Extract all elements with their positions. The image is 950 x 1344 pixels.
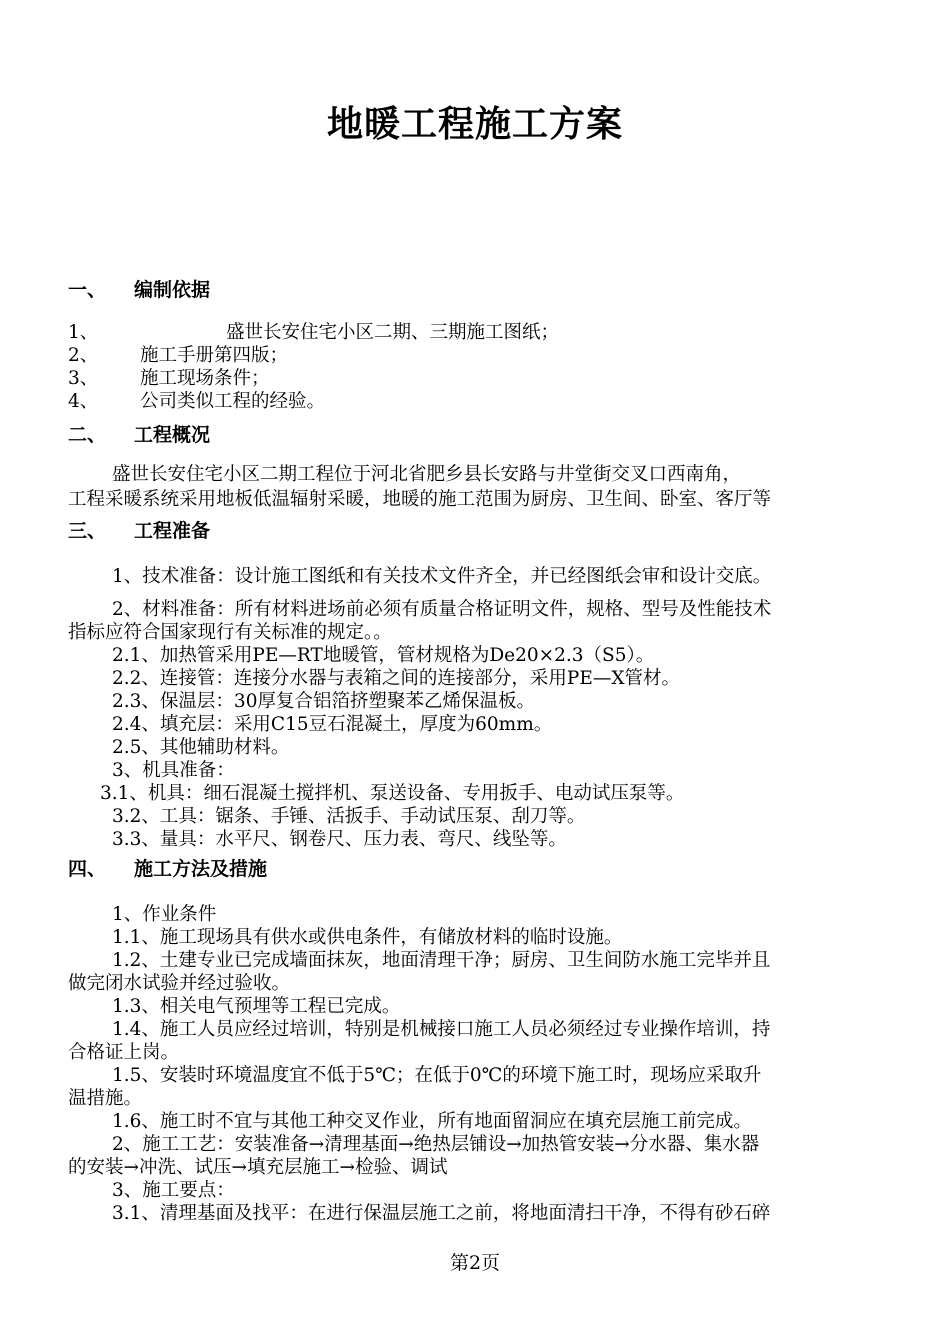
overview-line: 工程采暖系统采用地板低温辐射采暖，地暖的施工范围为厨房、卫生间、卧室、客厅等 — [68, 489, 772, 510]
page-number: 第2页 — [449, 1252, 501, 1274]
method-line: 1.2、土建专业已完成墙面抹灰，地面清理干净；厨房、卫生间防水施工完毕并且 — [112, 950, 771, 971]
prep-line: 1、技术准备：设计施工图纸和有关技术文件齐全，并已经图纸会审和设计交底。 — [112, 566, 772, 587]
method-line: 3、施工要点： — [112, 1180, 235, 1201]
section-number: 一、 — [68, 279, 107, 301]
overview-line: 盛世长安住宅小区二期工程位于河北省肥乡县长安路与井堂街交叉口西南角， — [112, 464, 742, 485]
prep-line: 指标应符合国家现行有关标准的规定。。 — [68, 622, 392, 643]
prep-line: 3.3、量具：水平尺、钢卷尺、压力表、弯尺、线坠等。 — [112, 829, 567, 850]
basis-item-1 — [68, 322, 559, 344]
prep-line: 2.2、连接管：连接分水器与表箱之间的连接部分，采用PE—X管材。 — [112, 668, 681, 689]
basis-number: 4、 — [68, 391, 99, 412]
method-line: 1.6、施工时不宜与其他工种交叉作业，所有地面留洞应在填充层施工前完成。 — [112, 1111, 752, 1132]
prep-line: 3、机具准备： — [112, 760, 235, 781]
basis-text: 公司类似工程的经验。 — [140, 391, 326, 412]
method-line: 合格证上岗。 — [68, 1042, 180, 1063]
prep-line: 2、材料准备：所有材料进场前必须有质量合格证明文件，规格、型号及性能技术 — [112, 599, 772, 620]
section-title: 工程概况 — [134, 424, 211, 446]
section-heading-4 — [68, 857, 267, 881]
method-line: 温措施。 — [68, 1088, 143, 1109]
basis-text: 施工现场条件； — [140, 368, 270, 389]
prep-line: 3.1、机具：细石混凝土搅拌机、泵送设备、专用扳手、电动试压泵等。 — [100, 783, 685, 804]
basis-number: 1、 — [68, 322, 99, 343]
method-line: 1.5、安装时环境温度宜不低于5℃；在低于0℃的环境下施工时，现场应采取升 — [112, 1065, 762, 1086]
prep-line: 2.5、其他辅助材料。 — [112, 737, 290, 758]
section-heading-2 — [68, 423, 210, 447]
method-line: 1.1、施工现场具有供水或供电条件，有储放材料的临时设施。 — [112, 927, 623, 948]
method-line: 3.1、清理基面及找平：在进行保温层施工之前，将地面清扫干净，不得有砂石碎 — [112, 1203, 771, 1224]
document-title: 地暖工程施工方案 — [326, 104, 623, 145]
method-line: 1.3、相关电气预埋等工程已完成。 — [112, 996, 401, 1017]
method-line: 1.4、施工人员应经过培训，特别是机械接口施工人员必须经过专业操作培训，持 — [112, 1019, 771, 1040]
section-number: 二、 — [68, 424, 107, 446]
prep-line: 2.3、保温层：30厚复合铝箔挤塑聚苯乙烯保温板。 — [112, 691, 535, 712]
basis-text: 盛世长安住宅小区二期、三期施工图纸； — [226, 322, 560, 343]
basis-item-2 — [68, 345, 288, 367]
basis-text: 施工手册第四版； — [140, 345, 289, 366]
basis-number: 3、 — [68, 368, 99, 389]
method-line: 的安装→冲洗、试压→填充层施工→检验、调试 — [68, 1157, 448, 1178]
prep-line: 2.1、加热管采用PE—RT地暖管，管材规格为De20×2.3（S5）。 — [112, 645, 655, 666]
method-line: 做完闭水试验并经过验收。 — [68, 973, 291, 994]
section-title: 施工方法及措施 — [134, 858, 268, 880]
prep-line: 2.4、填充层：采用C15豆石混凝土，厚度为60mm。 — [112, 714, 553, 735]
section-title: 工程准备 — [134, 520, 211, 542]
method-line: 2、施工工艺：安装准备→清理基面→绝热层铺设→加热管安装→分水器、集水器 — [112, 1134, 760, 1155]
basis-item-4 — [68, 391, 325, 413]
method-line: 1、作业条件 — [112, 904, 217, 925]
section-number: 三、 — [68, 520, 107, 542]
basis-number: 2、 — [68, 345, 99, 366]
basis-item-3 — [68, 368, 270, 390]
prep-line: 3.2、工具：锯条、手锤、活扳手、手动试压泵、刮刀等。 — [112, 806, 586, 827]
section-heading-3 — [68, 519, 210, 543]
section-number: 四、 — [68, 858, 107, 880]
section-heading-1 — [68, 278, 210, 302]
section-title: 编制依据 — [134, 279, 211, 301]
